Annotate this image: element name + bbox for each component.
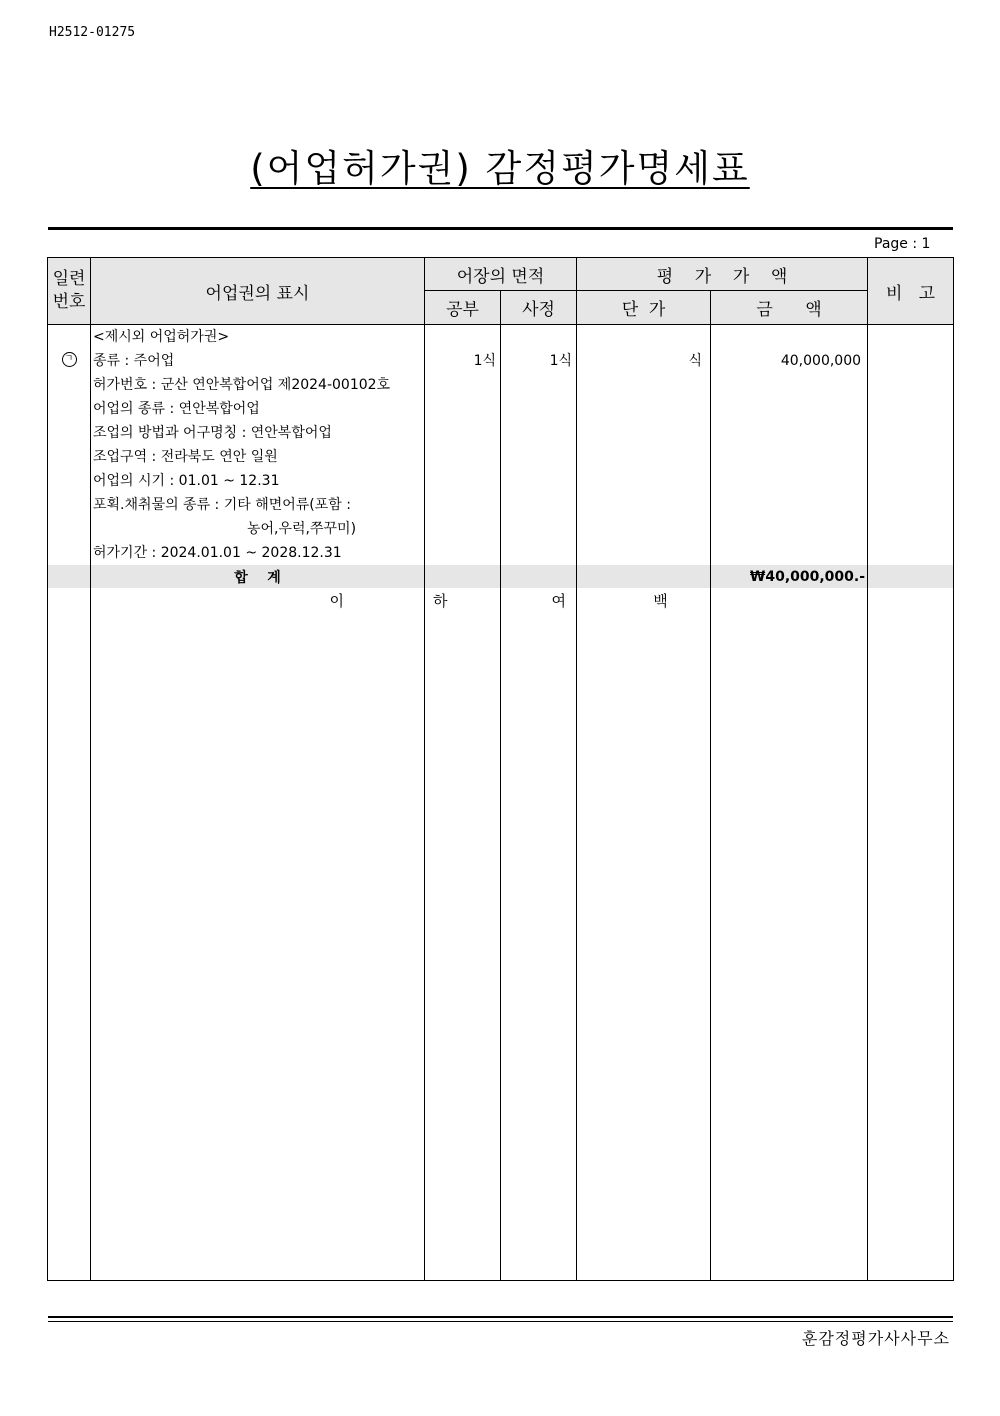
desc-line: 농어,우럭,쭈꾸미) (247, 521, 357, 537)
closing-empty (868, 588, 954, 1281)
desc-line: <제시외 어업허가권> (93, 329, 230, 345)
header-unit-price: 단 가 (577, 291, 711, 325)
header-serial-top: 일련 (52, 269, 86, 289)
closing-empty (48, 588, 91, 1281)
desc-line: 조업의 방법과 어구명칭 : 연안복합어업 (93, 425, 332, 441)
header-description: 어업권의 표시 (91, 258, 425, 325)
page-title (0, 138, 1000, 192)
row-area-official (425, 325, 501, 566)
header-area-official: 공부 (425, 291, 501, 325)
row-serial-badge: ㄱ (62, 352, 77, 367)
area-actual-value: 1식 (549, 353, 573, 369)
document-number: H2512-01275 (49, 25, 136, 40)
top-rule (48, 227, 953, 230)
row-area-actual (501, 325, 577, 566)
footer-rule-thin (48, 1321, 953, 1322)
total-row (48, 565, 954, 588)
total-serial (48, 565, 91, 588)
title-text: (어업허가권) 감정평가명세표 (250, 147, 750, 190)
area-official-value: 1식 (473, 353, 496, 369)
closing-word-1: 이 (91, 588, 425, 1281)
desc-line: 허가기간 : 2024.01.01 ~ 2028.12.31 (93, 545, 342, 561)
header-remark: 비 고 (868, 258, 954, 325)
closing-row (48, 588, 954, 1281)
total-amount: ₩40,000,000.- (711, 565, 868, 588)
row-unit-price (577, 325, 711, 566)
amount-value: 40,000,000 (780, 353, 862, 369)
total-empty (425, 565, 501, 588)
closing-empty (711, 588, 868, 1281)
header-serial-bottom: 번호 (52, 292, 86, 312)
total-label: 합 계 (91, 565, 425, 588)
desc-line: 종류 : 주어업 (93, 353, 175, 369)
header-serial (48, 258, 91, 325)
desc-line: 어업의 종류 : 연안복합어업 (93, 401, 260, 417)
row-amount (711, 325, 868, 566)
total-empty (577, 565, 711, 588)
appraisal-table (47, 257, 954, 1281)
row-serial (48, 325, 91, 566)
closing-word-4: 백 (577, 588, 711, 1281)
unit-price-value: 식 (688, 353, 703, 369)
desc-line: 어업의 시기 : 01.01 ~ 12.31 (93, 473, 280, 489)
row-remark (868, 325, 954, 566)
row-description (91, 325, 425, 566)
closing-word-3: 여 (501, 588, 577, 1281)
total-empty (868, 565, 954, 588)
header-area-actual: 사정 (501, 291, 577, 325)
total-empty (501, 565, 577, 588)
desc-line: 허가번호 : 군산 연안복합어업 제2024-00102호 (93, 377, 391, 393)
header-value-group: 평 가 가 액 (577, 258, 868, 291)
header-amount: 금 액 (711, 291, 868, 325)
table-row (48, 325, 954, 566)
page-number: Page : 1 (874, 236, 931, 252)
desc-line: 조업구역 : 전라북도 연안 일원 (93, 449, 278, 465)
footer-rule (48, 1316, 953, 1318)
closing-word-2: 하 (425, 588, 501, 1281)
desc-line: 포획.채취물의 종류 : 기타 해면어류(포함 : (93, 497, 351, 513)
header-area-group: 어장의 면적 (425, 258, 577, 291)
office-name: 훈감정평가사사무소 (801, 1329, 950, 1348)
